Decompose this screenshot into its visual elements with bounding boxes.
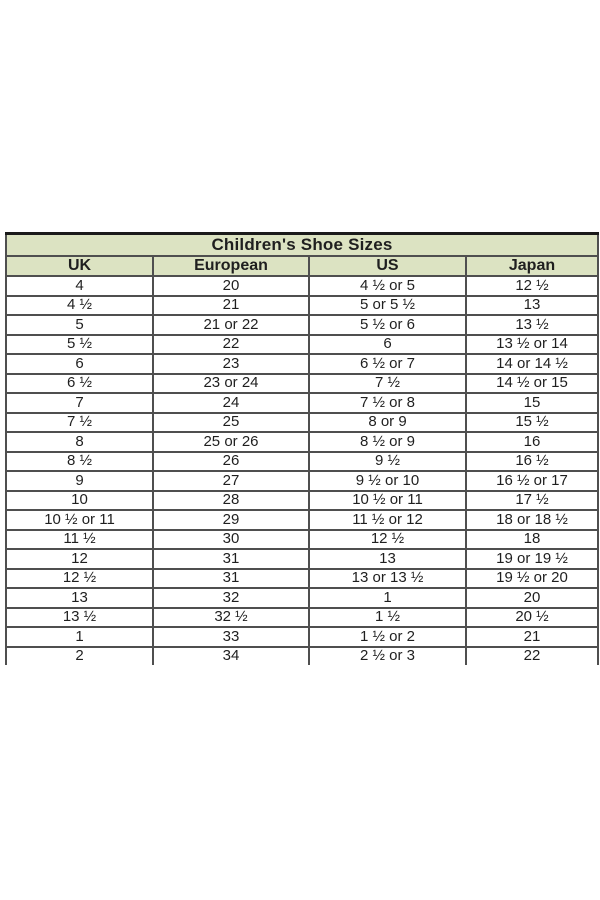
table-row (6, 296, 598, 316)
table-row (6, 393, 598, 413)
cell-european: 22 (153, 335, 309, 355)
cell-uk: 10 ½ or 11 (6, 510, 153, 530)
cell-japan: 16 (466, 432, 598, 452)
cell-european: 32 ½ (153, 608, 309, 628)
cell-uk: 7 (6, 393, 153, 413)
cell-us: 6 (309, 335, 466, 355)
cell-european: 24 (153, 393, 309, 413)
cell-japan: 20 ½ (466, 608, 598, 628)
cell-japan: 13 ½ or 14 (466, 335, 598, 355)
children-shoe-sizes-table (5, 232, 599, 665)
cell-japan: 19 ½ or 20 (466, 569, 598, 589)
cell-european: 21 (153, 296, 309, 316)
table-row (6, 335, 598, 355)
table-row (6, 647, 598, 666)
column-header-us: US (309, 256, 466, 276)
column-header-row (6, 256, 598, 276)
cell-us: 7 ½ (309, 374, 466, 394)
cell-uk: 7 ½ (6, 413, 153, 433)
cell-european: 31 (153, 569, 309, 589)
cell-european: 30 (153, 530, 309, 550)
cell-european: 29 (153, 510, 309, 530)
cell-european: 32 (153, 588, 309, 608)
cell-japan: 20 (466, 588, 598, 608)
table-row (6, 413, 598, 433)
cell-us: 5 or 5 ½ (309, 296, 466, 316)
cell-us: 1 ½ (309, 608, 466, 628)
cell-japan: 17 ½ (466, 491, 598, 511)
cell-uk: 5 ½ (6, 335, 153, 355)
cell-japan: 16 ½ or 17 (466, 471, 598, 491)
cell-japan: 21 (466, 627, 598, 647)
cell-uk: 2 (6, 647, 153, 666)
cell-uk: 13 ½ (6, 608, 153, 628)
cell-us: 7 ½ or 8 (309, 393, 466, 413)
table-title: Children's Shoe Sizes (6, 234, 598, 257)
cell-japan: 15 (466, 393, 598, 413)
cell-japan: 14 ½ or 15 (466, 374, 598, 394)
cell-us: 8 or 9 (309, 413, 466, 433)
table-row (6, 569, 598, 589)
table-row (6, 354, 598, 374)
cell-japan: 22 (466, 647, 598, 666)
cell-uk: 13 (6, 588, 153, 608)
cell-japan: 12 ½ (466, 276, 598, 296)
cell-uk: 5 (6, 315, 153, 335)
cell-japan: 13 (466, 296, 598, 316)
cell-uk: 4 (6, 276, 153, 296)
cell-uk: 12 (6, 549, 153, 569)
table-row (6, 510, 598, 530)
cell-european: 25 (153, 413, 309, 433)
cell-japan: 19 or 19 ½ (466, 549, 598, 569)
cell-european: 26 (153, 452, 309, 472)
cell-european: 31 (153, 549, 309, 569)
table-row (6, 549, 598, 569)
cell-european: 27 (153, 471, 309, 491)
cell-us: 1 (309, 588, 466, 608)
table-body (6, 276, 598, 665)
cell-european: 23 or 24 (153, 374, 309, 394)
cell-us: 1 ½ or 2 (309, 627, 466, 647)
cell-us: 9 ½ or 10 (309, 471, 466, 491)
cell-uk: 10 (6, 491, 153, 511)
cell-european: 25 or 26 (153, 432, 309, 452)
cell-japan: 13 ½ (466, 315, 598, 335)
cell-uk: 6 ½ (6, 374, 153, 394)
table-row (6, 452, 598, 472)
cell-uk: 8 (6, 432, 153, 452)
table-row (6, 608, 598, 628)
cell-european: 28 (153, 491, 309, 511)
cell-us: 4 ½ or 5 (309, 276, 466, 296)
cell-european: 21 or 22 (153, 315, 309, 335)
cell-japan: 16 ½ (466, 452, 598, 472)
cell-european: 33 (153, 627, 309, 647)
cell-japan: 18 or 18 ½ (466, 510, 598, 530)
cell-japan: 15 ½ (466, 413, 598, 433)
cell-us: 13 (309, 549, 466, 569)
table-row (6, 374, 598, 394)
cell-uk: 8 ½ (6, 452, 153, 472)
cell-uk: 1 (6, 627, 153, 647)
cell-japan: 14 or 14 ½ (466, 354, 598, 374)
cell-us: 13 or 13 ½ (309, 569, 466, 589)
table-row (6, 491, 598, 511)
table-row (6, 432, 598, 452)
column-header-european: European (153, 256, 309, 276)
table-row (6, 276, 598, 296)
table-row (6, 627, 598, 647)
cell-us: 5 ½ or 6 (309, 315, 466, 335)
cell-uk: 11 ½ (6, 530, 153, 550)
cell-uk: 4 ½ (6, 296, 153, 316)
cell-us: 2 ½ or 3 (309, 647, 466, 666)
cell-us: 10 ½ or 11 (309, 491, 466, 511)
column-header-japan: Japan (466, 256, 598, 276)
cell-us: 8 ½ or 9 (309, 432, 466, 452)
cell-us: 6 ½ or 7 (309, 354, 466, 374)
cell-european: 20 (153, 276, 309, 296)
table-row (6, 530, 598, 550)
cell-uk: 12 ½ (6, 569, 153, 589)
table-row (6, 471, 598, 491)
column-header-uk: UK (6, 256, 153, 276)
cell-uk: 6 (6, 354, 153, 374)
cell-us: 11 ½ or 12 (309, 510, 466, 530)
cell-us: 9 ½ (309, 452, 466, 472)
cell-uk: 9 (6, 471, 153, 491)
cell-us: 12 ½ (309, 530, 466, 550)
cell-european: 34 (153, 647, 309, 666)
table-header (6, 234, 598, 277)
table-row (6, 315, 598, 335)
title-row (6, 234, 598, 257)
table-row (6, 588, 598, 608)
cell-japan: 18 (466, 530, 598, 550)
cell-european: 23 (153, 354, 309, 374)
